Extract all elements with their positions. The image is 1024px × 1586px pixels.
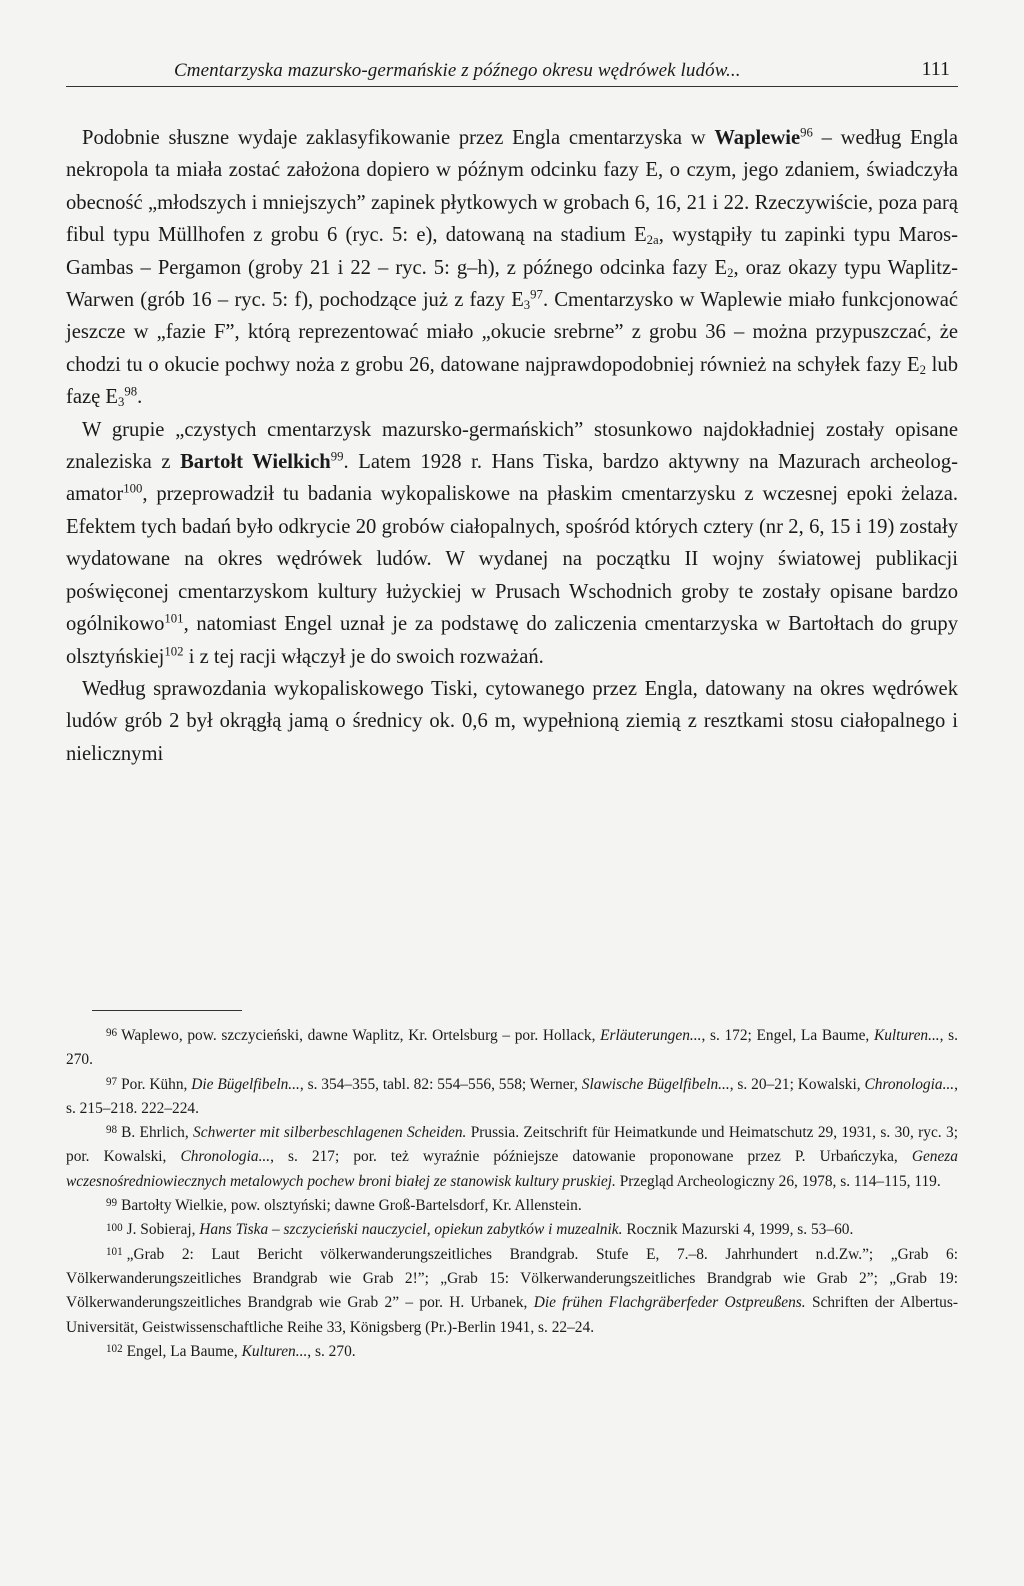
place-name: Waplewie (714, 127, 801, 149)
running-title: Cmentarzyska mazursko-germańskie z późnego okresu wędrówek ludów... (174, 60, 741, 81)
place-name: Bartołt Wielkich (180, 451, 331, 474)
page-header (66, 58, 958, 87)
footnotes (66, 1024, 958, 1364)
footnote-ref[interactable]: 101 (164, 611, 184, 626)
footnote-ref[interactable]: 102 (164, 643, 184, 658)
footnote: $^{97}$ Por. Kühn, Die Bügelfibeln..., s. 354–355, tabl. 82: 554–556, 558; Werner, Slawische Bügelfibeln..., s. 20–21; Kowalski, Chronologia..., s. 215–218. 222–224. (66, 1075, 958, 1117)
footnote-number: 98 (106, 1124, 118, 1137)
footnote: $^{99}$ Bartołty Wielkie, pow. olsztyński; dawne Groß-Bartelsdorf, Kr. Allenstein. (106, 1197, 582, 1215)
footnote-ref[interactable]: 96 (800, 125, 813, 140)
footnote-number: 101 (106, 1245, 123, 1258)
page-number: 111 (921, 58, 950, 80)
footnote-ref[interactable]: 97 (530, 287, 543, 302)
footnote-divider (92, 1010, 242, 1011)
footnote: $^{98}$ B. Ehrlich, Schwerter mit silberbeschlagenen Scheiden. Prussia. Zeitschrift für Heimatkunde und Heimatschutz 29, 1931, s. 30, ryc. 3; por. Kowalski, Chronologia..., s. 217; por. też wyraźnie późniejsze datowanie proponowane przez P. Urbańczyka, Geneza wczesnośredniowiecznych metalowych pochew broni białej ze stanowisk kultury pruskiej. Przegląd Archeologiczny 26, 1978, s. 114–115, 119. (66, 1124, 958, 1190)
paragraph: W grupie „czystych cmentarzysk mazursko-germańskich” stosunkowo najdokładniej zostały opisane znaleziska z Bartołt Wielkich$^{99}$. Latem 1928 r. Hans Tiska, bardzo aktywny na Mazurach archeolog-amator$^{100}$, przeprowadził tu badania wykopaliskowe na płaskim cmentarzysku z wczesnej epoki żelaza. Efektem tych badań było odkrycie 20 grobów ciałopalnych, spośród których cztery (nr 2, 6, 15 i 19) zostały wydatowane na okres wędrówek ludów. W wydanej na początku II wojny światowej publikacji poświęconej cmentarzyskom kultury łużyckiej w Prusach Wschodnich groby te zostały opisane bardzo ogólnikowo$^{101}$, natomiast Engel uznał je za podstawę do zaliczenia cmentarzyska w Bartołtach do grupy olsztyńskiej$^{102}$ i z tej racji włączył je do swoich rozważań. (66, 418, 958, 668)
footnote-ref[interactable]: 99 (330, 449, 344, 464)
footnote: $^{101}$ „Grab 2: Laut Bericht völkerwanderungszeitliches Brandgrab. Stufe E, 7.–8. Jahrhundert n.d.Zw.”; „Grab 6: Völkerwanderungszeitliches Brandgrab wie Grab 2!”; „Grab 15: Völkerwanderungszeitliches Brandgrab wie Grab 2”; „Grab 19: Völkerwanderungszeitliches Brandgrab wie Grab 2” – por. H. Urbanek, Die frühen Flachgräberfeder Ostpreußens. Schriften der Albertus-Universität, Geistwissenschaftliche Reihe 33, Königsberg (Pr.)-Berlin 1941, s. 22–24. (66, 1245, 958, 1336)
footnote: $^{100}$ J. Sobieraj, Hans Tiska – szczycieński nauczyciel, opiekun zabytków i muzealnik. Rocznik Mazurski 4, 1999, s. 53–60. (106, 1221, 854, 1239)
footnote-number: 102 (106, 1342, 123, 1355)
paragraph: Według sprawozdania wykopaliskowego Tiski, cytowanego przez Engla, datowany na okres wędrówek ludów grób 2 był okrągłą jamą o średnicy ok. 0,6 m, wypełnioną ziemią z resztkami stosu ciałopalnego i nielicznymi (66, 677, 958, 765)
footnote-number: 100 (106, 1221, 123, 1234)
footnote-ref[interactable]: 100 (123, 481, 143, 496)
footnote: $^{102}$ Engel, La Baume, Kulturen..., s. 270. (106, 1342, 356, 1360)
footnote: $^{96}$ Waplewo, pow. szczycieński, dawne Waplitz, Kr. Ortelsburg – por. Hollack, Erläuterungen..., s. 172; Engel, La Baume, Kulturen..., s. 270. (66, 1027, 958, 1069)
footnote-number: 96 (106, 1027, 118, 1040)
body-text (66, 122, 958, 770)
paragraph: Podobnie słuszne wydaje zaklasyfikowanie przez Engla cmentarzyska w Waplewie$^{96}$ – według Engla nekropola ta miała zostać założona dopiero w późnym odcinku fazy E, o czym, jego zdaniem, świadczyła obecność „młodszych i mniejszych” zapinek płytkowych w grobach 6, 16, 21 i 22. Rzeczywiście, poza parą fibul typu Müllhofen z grobu 6 (ryc. 5: e), datowaną na stadium $E_{2a}$, wystąpiły tu zapinki typu Maros-Gambas – Pergamon (groby 21 i 22 – ryc. 5: g–h), z późnego odcinka fazy $E_2$, oraz okazy typu Waplitz-Warwen (grób 16 – ryc. 5: f), pochodzące już z fazy $E_3^{97}$. Cmentarzysko w Waplewie miało funkcjonować jeszcze w „fazie F”, którą reprezentować miało „okucie srebrne” z grobu 36 – można przypuszczać, że chodzi tu o okucie pochwy noża z grobu 26, datowane najprawdopodobniej również na schyłek fazy $E_2$ lub fazę $E_3^{98}$. (66, 125, 958, 410)
footnote-ref[interactable]: 98 (124, 384, 138, 399)
footnote-number: 97 (106, 1075, 118, 1088)
footnote-number: 99 (106, 1197, 118, 1210)
